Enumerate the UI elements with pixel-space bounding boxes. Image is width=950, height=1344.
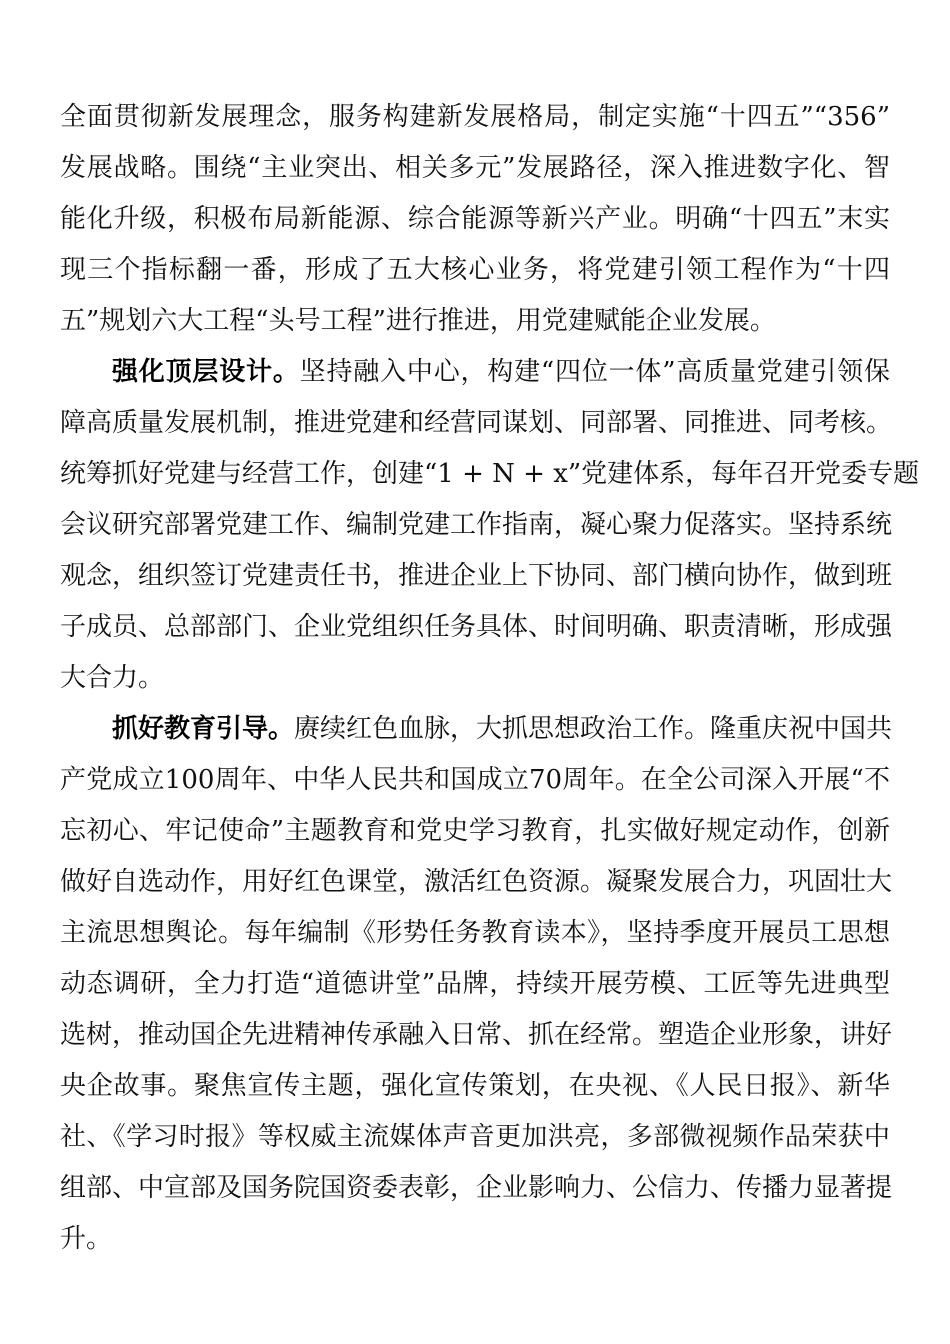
paragraph-2-line-4: 会议研究部署党建工作、编制党建工作指南，凝心聚力促落实。坚持系统	[60, 510, 893, 540]
paragraph-1-line-2: 发展战略。围绕“主业突出、相关多元”发展路径，深入推进数字化、智	[60, 153, 890, 183]
paragraph-3-line-6: 动态调研，全力打造“道德讲堂”品牌，持续开展劳模、工匠等先进典型	[60, 969, 890, 999]
paragraph-1-line-1: 全面贯彻新发展理念，服务构建新发展格局，制定实施“十四五”“356”	[60, 102, 890, 132]
paragraph-1-line-4: 现三个指标翻一番，形成了五大核心业务，将党建引领工程作为“十四	[60, 255, 890, 285]
paragraph-3-line-7: 选树，推动国企先进精神传承融入日常、抓在经常。塑造企业形象，讲好	[60, 1020, 893, 1050]
paragraph-2-line-3: 统筹抓好党建与经营工作，创建“1 + N + x”党建体系，每年召开党委专题	[60, 459, 920, 489]
paragraph-2-line-5: 观念，组织签订党建责任书，推进企业上下协同、部门横向协作，做到班	[60, 561, 893, 591]
paragraph-3-first-line-text: 赓续红色血脉，大抓思想政治工作。隆重庆祝中国共	[294, 714, 893, 744]
paragraph-2-line-6: 子成员、总部部门、企业党组织任务具体、时间明确、职责清晰，形成强	[60, 612, 893, 642]
paragraph-2-line-7: 大合力。	[60, 663, 165, 693]
paragraph-2-line-2: 障高质量发展机制，推进党建和经营同谋划、同部署、同推进、同考核。	[60, 408, 893, 438]
paragraph-3-line-8: 央企故事。聚焦宣传主题，强化宣传策划，在央视、《人民日报》、新华	[60, 1071, 890, 1101]
paragraph-2-line-1	[112, 352, 890, 392]
paragraph-3-line-9: 社、《学习时报》等权威主流媒体声音更加洪亮，多部微视频作品荣获中	[60, 1122, 890, 1152]
paragraph-3-line-1	[112, 709, 893, 749]
paragraph-2-heading: 强化顶层设计。	[112, 357, 300, 387]
paragraph-3-line-11: 升。	[60, 1224, 113, 1254]
paragraph-3-line-10: 组部、中宣部及国务院国资委表彰，企业影响力、公信力、传播力显著提	[60, 1173, 893, 1203]
paragraph-3-line-4: 做好自选动作，用好红色课堂，激活红色资源。凝聚发展合力，巩固壮大	[60, 867, 893, 897]
paragraph-3-heading: 抓好教育引导。	[112, 714, 295, 744]
paragraph-3-line-2: 产党成立100周年、中华人民共和国成立70周年。在全公司深入开展“不	[60, 765, 890, 795]
paragraph-1-line-3: 能化升级，积极布局新能源、综合能源等新兴产业。明确“十四五”末实	[60, 204, 890, 234]
paragraph-3-line-5: 主流思想舆论。每年编制《形势任务教育读本》，坚持季度开展员工思想	[60, 918, 890, 948]
paragraph-3-line-3: 忘初心、牢记使命”主题教育和党史学习教育，扎实做好规定动作，创新	[60, 816, 890, 846]
paragraph-2-first-line-text: 坚持融入中心，构建“四位一体”高质量党建引领保	[299, 357, 890, 387]
paragraph-1-line-5: 五”规划六大工程“头号工程”进行推进，用党建赋能企业发展。	[60, 306, 776, 336]
